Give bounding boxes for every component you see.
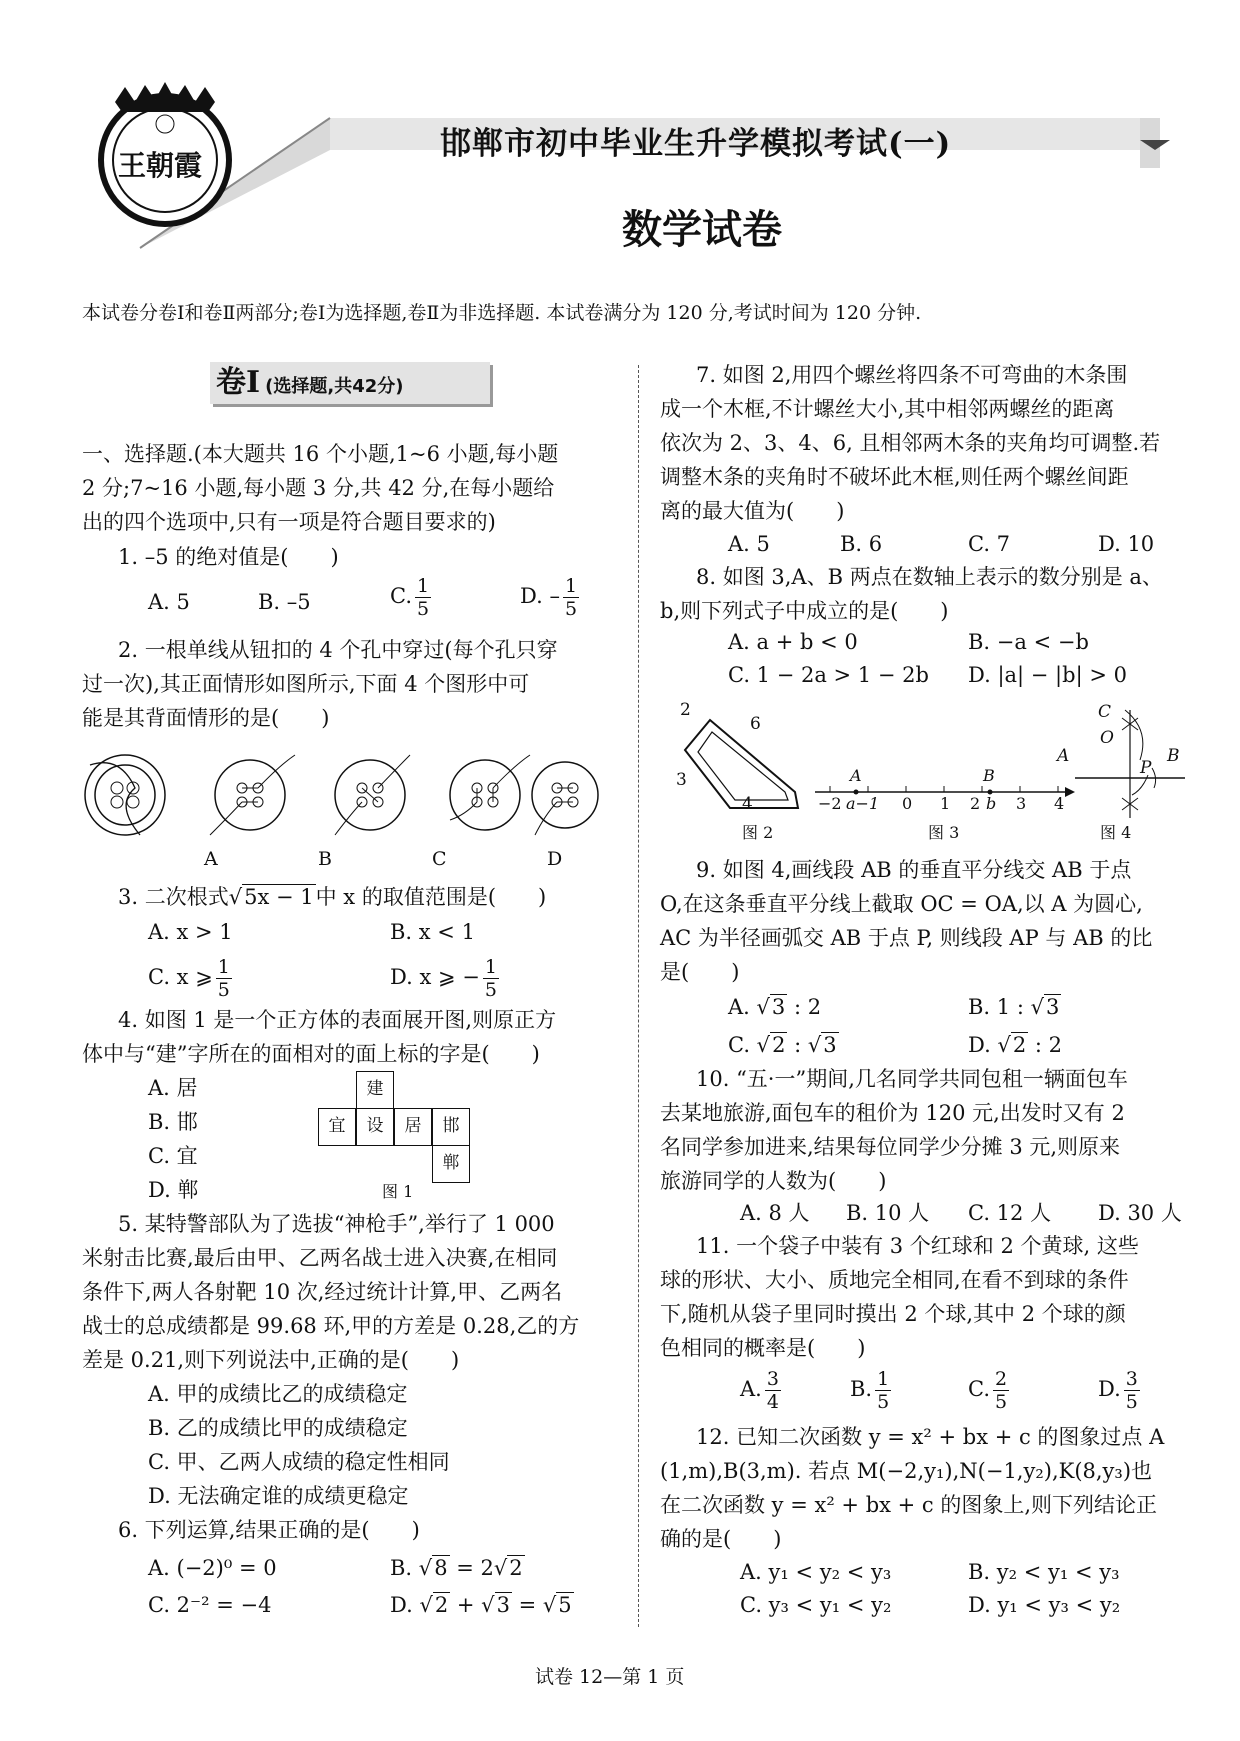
q11-option-d: D. $\frac{3}{5}$ <box>1098 1368 1138 1413</box>
q3-option-a: A. x > 1 <box>148 920 233 944</box>
cube-face: 邯 <box>432 1108 470 1146</box>
q6-option-d: D. √2 + √3 = √5 <box>390 1593 572 1617</box>
fig3-tick: b <box>986 794 997 813</box>
q12-option-c: C. y₃ < y₁ < y₂ <box>740 1593 892 1617</box>
section-sub: (选择题,共42分) <box>265 376 404 397</box>
q4-option-d: D. 郸 <box>148 1178 199 1202</box>
q4-stem: 4. 如图 1 是一个正方体的表面展开图,则原正方 体中与“建”字所在的面相对的面上标的字是( ) <box>82 1008 557 1066</box>
paper-title: 数学试卷 <box>622 207 782 253</box>
q10-option-d: D. 30 人 <box>1098 1201 1182 1225</box>
q11-option-b: B. $\frac{1}{5}$ <box>850 1368 890 1413</box>
exam-title: 邯郸市初中毕业生升学模拟考试(一) <box>440 126 952 162</box>
button-option-a <box>210 755 295 835</box>
intro-text: 本试卷分卷Ⅰ和卷Ⅱ两部分;卷Ⅰ为选择题,卷Ⅱ为非选择题. 本试卷满分为 120 分,考试时间为 120 分钟. <box>82 302 922 324</box>
q10-option-a: A. 8 人 <box>740 1201 810 1225</box>
q1-stem: 1. –5 的绝对值是( ) <box>118 545 339 569</box>
fig3-tick: 1 <box>940 794 951 813</box>
button-front <box>85 755 165 835</box>
q4-option-a: A. 居 <box>148 1076 198 1100</box>
cube-face: 郸 <box>432 1145 470 1183</box>
q9-option-c: C. √2 : √3 <box>728 1033 837 1057</box>
cube-face: 建 <box>356 1071 394 1109</box>
q5-option-c: C. 甲、乙两人成绩的稳定性相同 <box>148 1450 450 1474</box>
q7-option-d: D. 10 <box>1098 532 1155 556</box>
q11-option-c: C. $\frac{2}{5}$ <box>968 1368 1008 1413</box>
fig4-label-b: B <box>1167 746 1180 766</box>
fig3-tick: 4 <box>1054 794 1065 813</box>
q8-option-a: A. a + b < 0 <box>728 630 858 654</box>
fig3-tick: a−1 <box>846 794 880 813</box>
fig3-tick: 3 <box>1016 794 1027 813</box>
q10-option-c: C. 12 人 <box>968 1201 1052 1225</box>
fig3-point-b-label: B <box>983 766 995 785</box>
q7-option-a: A. 5 <box>728 532 770 556</box>
fig4-label-p: P <box>1140 758 1152 778</box>
q12-stem: 12. 已知二次函数 y = x² + bx + c 的图象过点 A (1,m),B(3,m). 若点 M(−2,y₁),N(−1,y₂),K(8,y₃)也 在二次函数 y = x² + bx + c 的图象上,则下列结论正 确的是( ) <box>660 1425 1165 1551</box>
q3-stem: 3. 二次根式√5x − 1中 x 的取值范围是( ) <box>118 885 547 909</box>
button-figures <box>80 745 600 845</box>
part-heading <box>82 437 558 539</box>
q9-option-b: B. 1 : √3 <box>968 995 1060 1019</box>
q4-option-b: B. 邯 <box>148 1110 198 1134</box>
q7-stem: 7. 如图 2,用四个螺丝将四条不可弯曲的木条围 成一个木框,不计螺丝大小,其中相邻两螺丝的距离 依次为 2、3、4、6, 且相邻两木条的夹角均可调整.若 调整木条的夹角时不破坏此木框,则任两个螺丝间距 离的最大值为( ) <box>660 363 1161 523</box>
button-label-a: A <box>204 848 218 870</box>
q1-option-a: A. 5 <box>148 590 190 614</box>
button-label-d: D <box>547 848 563 870</box>
q4-option-c: C. 宜 <box>148 1144 198 1168</box>
q3-option-d: D. x ⩾ − $\frac{1}{5}$ <box>390 956 497 1001</box>
column-divider <box>638 365 639 1627</box>
cube-face: 居 <box>394 1108 432 1146</box>
q3-option-c: C. x ⩾ $\frac{1}{5}$ <box>148 956 230 1001</box>
fig3-tick: 0 <box>902 794 913 813</box>
q6-option-a: A. (−2)⁰ = 0 <box>148 1556 277 1580</box>
q8-stem: 8. 如图 3,A、B 两点在数轴上表示的数分别是 a、 b,则下列式子中成立的是( ) <box>660 565 1163 623</box>
button-option-b <box>335 755 410 835</box>
q7-option-b: B. 6 <box>840 532 883 556</box>
button-option-d <box>532 762 598 835</box>
q12-option-a: A. y₁ < y₂ < y₃ <box>740 1560 892 1584</box>
q5-option-a: A. 甲的成绩比乙的成绩稳定 <box>148 1382 408 1406</box>
button-label-c: C <box>432 848 447 870</box>
button-option-c <box>450 755 530 830</box>
q8-option-b: B. −a < −b <box>968 630 1089 654</box>
q11-stem: 11. 一个袋子中装有 3 个红球和 2 个黄球, 这些 球的形状、大小、质地完全相同,在看不到球的条件 下,随机从袋子里同时摸出 2 个球,其中 2 个球的颜 色相同的概率是( ) <box>660 1234 1139 1360</box>
fig2-label: 2 <box>680 700 691 720</box>
q12-option-b: B. y₂ < y₁ < y₃ <box>968 1560 1120 1584</box>
q5-option-b: B. 乙的成绩比甲的成绩稳定 <box>148 1416 408 1440</box>
q12-option-d: D. y₁ < y₃ < y₂ <box>968 1593 1121 1617</box>
q6-option-c: C. 2⁻² = −4 <box>148 1593 272 1617</box>
q9-stem: 9. 如图 4,画线段 AB 的垂直平分线交 AB 于点 O,在这条垂直平分线上截取 OC = OA,以 A 为圆心, AC 为半径画弧交 AB 于点 P, 则线段 AP 与 AB 的比 是( ) <box>660 858 1153 984</box>
part-heading-line: 一、选择题.(本大题共 16 个小题,1~6 小题,每小题 <box>82 442 559 466</box>
cube-net-figure <box>316 1071 476 1201</box>
q8-option-c: C. 1 − 2a > 1 − 2b <box>728 663 929 687</box>
fig2-label: 3 <box>676 770 687 790</box>
q3-option-b: B. x < 1 <box>390 920 475 944</box>
fig4-label-c: C <box>1098 702 1112 722</box>
q10-option-b: B. 10 人 <box>846 1201 930 1225</box>
fig4-label-o: O <box>1100 728 1114 748</box>
figure-2-caption: 图 2 <box>742 823 774 842</box>
figure-1-caption: 图 1 <box>382 1182 414 1201</box>
fig2-label: 4 <box>742 794 753 814</box>
q9-option-a: A. √3 : 2 <box>728 995 822 1019</box>
q8-option-d: D. |a| − |b| > 0 <box>968 663 1127 687</box>
fig2-label: 6 <box>750 714 761 734</box>
fig4-label-a: A <box>1057 746 1070 766</box>
button-label-b: B <box>318 848 332 870</box>
fig3-tick: −2 <box>818 794 842 813</box>
q5-stem: 5. 某特警部队为了选拔“神枪手”,举行了 1 000 米射击比赛,最后由甲、乙两名战士进入决赛,在相同 条件下,两人各射靶 10 次,经过统计计算,甲、乙两名 战士的总成绩都是 99.68 环,甲的方差是 0.28,乙的方 差是 0.21,则下列说法中,正确的是( ) <box>82 1212 580 1372</box>
q1-option-b: B. –5 <box>258 590 311 614</box>
page-footer: 试卷 12—第 1 页 <box>535 1666 685 1688</box>
q9-option-d: D. √2 : 2 <box>968 1033 1063 1057</box>
logo-name: 王朝霞 <box>118 149 203 182</box>
q5-option-d: D. 无法确定谁的成绩更稳定 <box>148 1484 409 1508</box>
q7-option-c: C. 7 <box>968 532 1011 556</box>
figure-3-caption: 图 3 <box>928 823 960 842</box>
fig3-point-a-label: A <box>850 766 862 785</box>
figure-4-caption: 图 4 <box>1100 823 1132 842</box>
cube-face: 设 <box>356 1108 394 1146</box>
q2-stem: 2. 一根单线从钮扣的 4 个孔中穿过(每个孔只穿 过一次),其正面情形如图所示,下面 4 个图形中可 能是其背面情形的是( ) <box>82 638 558 730</box>
section-label <box>210 362 490 404</box>
q1-option-d: D. – $\frac{1}{5}$ <box>520 575 578 620</box>
cube-face: 宜 <box>318 1108 356 1146</box>
q6-stem: 6. 下列运算,结果正确的是( ) <box>118 1518 420 1542</box>
part-heading-line: 出的四个选项中,只有一项是符合题目要求的) <box>82 510 496 534</box>
q11-option-a: A. $\frac{3}{4}$ <box>740 1368 779 1413</box>
part-heading-line: 2 分;7~16 小题,每小题 3 分,共 42 分,在每小题给 <box>82 476 555 500</box>
q10-stem: 10. “五·一”期间,几名同学共同包租一辆面包车 去某地旅游,面包车的租价为 120 元,出发时又有 2 名同学参加进来,结果每位同学少分摊 3 元,则原来 旅游同学的人数为( ) <box>660 1067 1128 1193</box>
section-name: 卷Ⅰ <box>216 365 261 400</box>
logo-badge <box>90 82 240 232</box>
q6-option-b: B. √8 = 2√2 <box>390 1556 523 1580</box>
q1-option-c: C. $\frac{1}{5}$ <box>390 575 430 620</box>
fig3-tick: 2 <box>970 794 981 813</box>
